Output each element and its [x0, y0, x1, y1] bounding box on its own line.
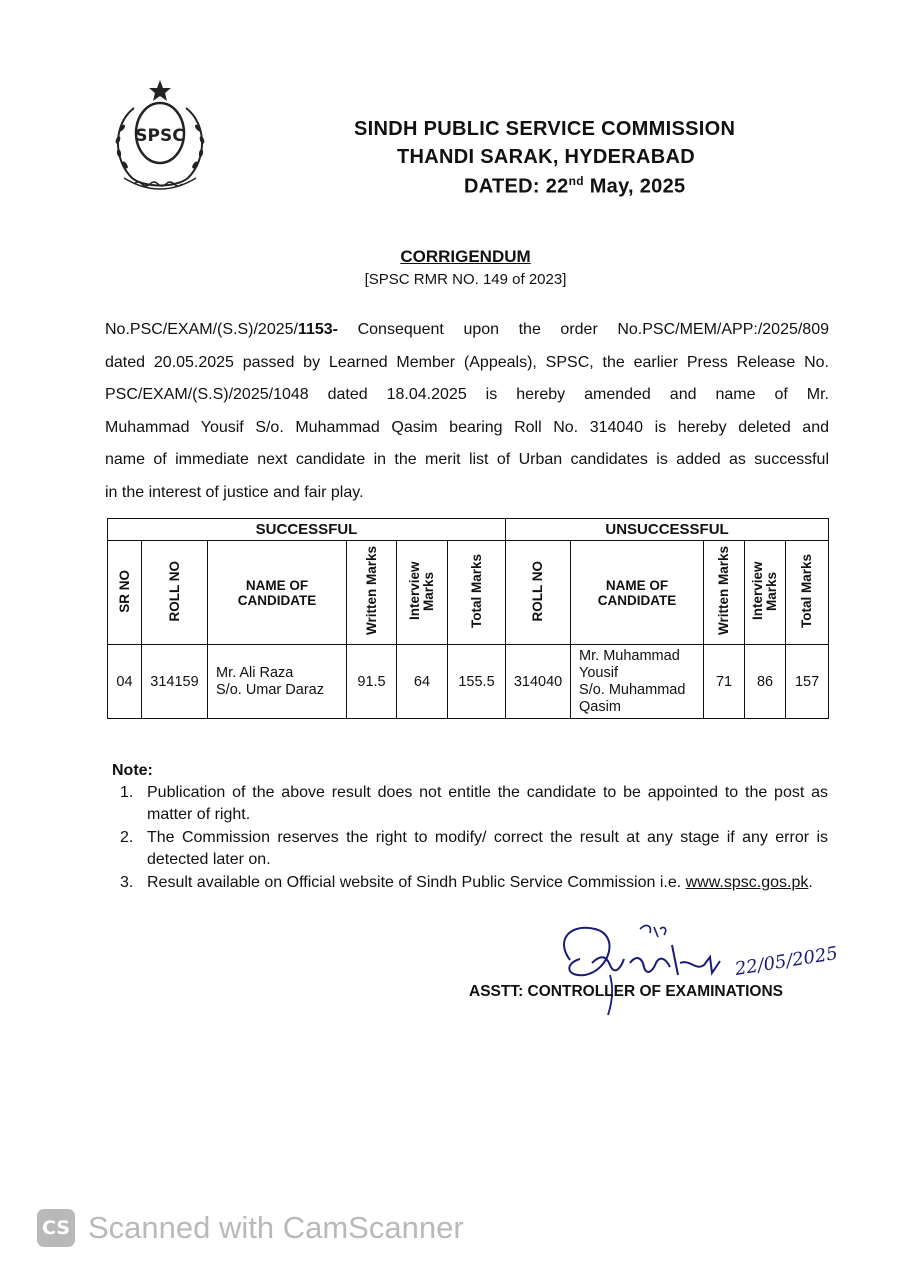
cell-name: Mr. Ali Raza S/o. Umar Daraz [208, 645, 347, 719]
camscanner-logo-icon: CS [37, 1209, 75, 1247]
cell-interview: 86 [745, 645, 786, 719]
col-header-name: NAME OF CANDIDATE [571, 541, 704, 645]
cell-name: Mr. Muhammad Yousif S/o. Muhammad Qasim [571, 645, 704, 719]
list-item: 3. Result available on Official website of Sindh Public Service Commission i.e. www.spsc.gos.pk. [120, 874, 813, 891]
cell-sr: 04 [108, 645, 142, 719]
document-subtitle: [SPSC RMR NO. 149 of 2023] [364, 271, 567, 288]
col-header-interview: Interview Marks [397, 541, 448, 645]
document-date: DATED: 22nd May, 2025 [464, 174, 686, 198]
cell-interview: 64 [397, 645, 448, 719]
document-title: CORRIGENDUM [400, 247, 531, 266]
paragraph-line: No.PSC/EXAM/(S.S)/2025/1153- Consequent upon the order No.PSC/MEM/APP:/2025/809 [105, 321, 829, 338]
cell-written: 91.5 [347, 645, 397, 719]
paragraph-line: in the interest of justice and fair play. [105, 483, 364, 501]
col-header-sr: SR NO [108, 541, 142, 645]
svg-text:SPSC: SPSC [135, 126, 185, 146]
cell-roll: 314040 [506, 645, 571, 719]
list-item: 1. Publication of the above result does not entitle the candidate to be appointed to the post as matter of right. [120, 784, 828, 823]
successful-group-header: SUCCESSFUL [108, 519, 506, 541]
list-item: 2. The Commission reserves the right to modify/ correct the result at any stage if any error is detected later on. [120, 829, 828, 868]
col-header-total: Total Marks [448, 541, 506, 645]
paragraph-line: Muhammad Yousif S/o. Muhammad Qasim bearing Roll No. 314040 is hereby deleted and [105, 418, 829, 436]
paragraph-line: name of immediate next candidate in the merit list of Urban candidates is added as successful [105, 451, 829, 468]
result-table [107, 518, 829, 719]
col-header-written: Written Marks [347, 541, 397, 645]
spsc-logo-icon [104, 78, 216, 198]
cell-roll: 314159 [142, 645, 208, 719]
signatory-title: ASSTT: CONTROLLER OF EXAMINATIONS [469, 983, 784, 1000]
body-paragraph [105, 314, 829, 509]
paragraph-line: PSC/EXAM/(S.S)/2025/1048 dated 18.04.2025 is hereby amended and name of Mr. [105, 386, 829, 403]
org-address: THANDI SARAK, HYDERABAD [397, 146, 696, 168]
org-name: SINDH PUBLIC SERVICE COMMISSION [354, 118, 736, 140]
unsuccessful-group-header: UNSUCCESSFUL [506, 519, 829, 541]
scanner-watermark: Scanned with CamScanner [88, 1210, 464, 1245]
col-header-written: Written Marks [704, 541, 745, 645]
col-header-total: Total Marks [786, 541, 829, 645]
col-header-name: NAME OF CANDIDATE [208, 541, 347, 645]
website-link[interactable]: www.spsc.gos.pk [685, 874, 809, 891]
col-header-roll: ROLL NO [506, 541, 571, 645]
notes-title: Note: [112, 762, 153, 779]
cell-total: 155.5 [448, 645, 506, 719]
cell-total: 157 [786, 645, 829, 719]
table-row [108, 645, 829, 719]
col-header-roll: ROLL NO [142, 541, 208, 645]
notes-list [120, 782, 828, 895]
col-header-interview: Interview Marks [745, 541, 786, 645]
paragraph-line: dated 20.05.2025 passed by Learned Member (Appeals), SPSC, the earlier Press Release No. [105, 353, 829, 371]
cell-written: 71 [704, 645, 745, 719]
svg-text:22/05/2025: 22/05/2025 [733, 942, 840, 980]
